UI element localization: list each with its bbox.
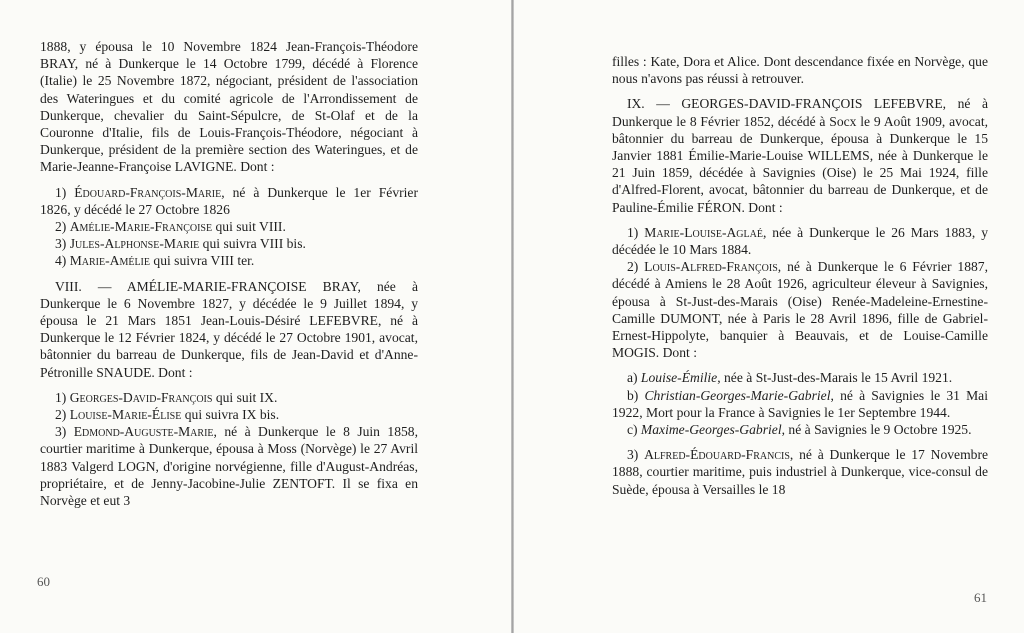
list-item: 3) Alfred-Édouard-Francis, né à Dunkerque le 17 Novembre 1888, courtier maritime, puis industriel à Dunkerque, vice-consul de Suède, épousa à Versailles le 18 xyxy=(612,447,988,497)
paragraph-bray-marriage: 1888, y épousa le 10 Novembre 1824 Jean-François-Théodore BRAY, né à Dunkerque le 14 Octobre 1799, décédé à Florence (Italie) le 25 Novembre 1872, négociant, président de l'association des Wateringues et du comité agricole de l'Arrondissement de Dunkerque, chevalier du Saint-Sépulcre, de St-Olaf et de la Couronne d'Italie, fils de Louis-François-Théodore, négociant à Dunkerque, président de la première section des Wateringues, et de Marie-Jeanne-Françoise LAVIGNE. Dont : xyxy=(40,39,418,175)
list-item: 1) Georges-David-François qui suit IX. xyxy=(54,389,278,405)
paragraph-continuation: filles : Kate, Dora et Alice. Dont descendance fixée en Norvège, que nous n'avons pas réussi à retrouver. xyxy=(612,54,988,87)
page-number-right: 61 xyxy=(974,590,987,605)
page-number-left: 60 xyxy=(37,574,50,589)
list-item: 2) Amélie-Marie-Françoise qui suit VIII. xyxy=(54,219,286,235)
list-item: 2) Louis-Alfred-François, né à Dunkerque le 6 Février 1887, décédé à Amiens le 28 Août 1926, agriculteur éleveur à Savignies, épousa à St-Just-des-Marais (Oise) Renée-Madeleine-Ernestine-Camille DUMONT, née à Paris le 28 Avril 1896, fille de Gabriel-Ernest-Hippolyte, banquier à Beauvais, et de Louise-Camille MOGIS. Dont : xyxy=(612,259,988,361)
list-item: 3) Edmond-Auguste-Marie, né à Dunkerque le 8 Juin 1858, courtier maritime à Dunkerque, épousa à Moss (Norvège) le 27 Avril 1883 Valgerd LOGN, d'origine norvégienne, fille d'August-Andréas, propriétaire, et de Jenny-Jacobine-Julie ZENTOFT. Il se fixa en Norvège et eut 3 xyxy=(40,424,418,509)
sub-list-item: a) Louise-Émilie, née à St-Just-des-Marais le 15 Avril 1921. xyxy=(626,370,953,386)
list-item: 4) Marie-Amélie qui suivra VIII ter. xyxy=(54,253,255,269)
list-item: 1) Marie-Louise-Aglaé, née à Dunkerque le 26 Mars 1883, y décédée le 10 Mars 1884. xyxy=(612,224,989,258)
section-ix-heading-paragraph: IX. — GEORGES-DAVID-FRANÇOIS LEFEBVRE, né à Dunkerque le 8 Février 1852, décédé à Socx le 9 Août 1909, avocat, bâtonnier du barreau de Dunkerque, épousa à Dunkerque le 15 Janvier 1881 Émilie-Marie-Louise WILLEMS, née à Dunkerque le 21 Juin 1859, décédée à Savignies (Oise) le 25 Mai 1924, fille d'Alfred-Florent, avocat, bâtonnier du barreau de Dunkerque, et de Pauline-Émilie FÉRON. Dont : xyxy=(612,96,988,215)
list-item: 2) Louise-Marie-Élise qui suivra IX bis. xyxy=(54,407,280,423)
sub-list-item: b) Christian-Georges-Marie-Gabriel, né à Savignies le 31 Mai 1922, Mort pour la France à Savignies le 1er Septembre 1944. xyxy=(612,387,988,420)
sub-list-item: c) Maxime-Georges-Gabriel, né à Savignies le 9 Octobre 1925. xyxy=(626,422,972,438)
right-page xyxy=(514,0,1024,633)
right-page-text xyxy=(612,53,988,498)
section-viii-heading-paragraph: VIII. — AMÉLIE-MARIE-FRANÇOISE BRAY, née à Dunkerque le 6 Novembre 1827, y décédée le 9 Juillet 1894, y épousa le 21 Mars 1851 Jean-Louis-Désiré LEFEBVRE, né à Dunkerque le 12 Février 1824, y décédé le 27 Octobre 1901, avocat, bâtonnier du barreau de Dunkerque, fils de Jean-David et d'Anne-Pétronille SNAUDE. Dont : xyxy=(40,278,418,380)
list-item: 1) Édouard-François-Marie, né à Dunkerque le 1er Février 1826, y décédé le 27 Octobre 1826 xyxy=(40,184,418,217)
list-item: 3) Jules-Alphonse-Marie qui suivra VIII bis. xyxy=(54,236,306,252)
left-page-text xyxy=(40,38,418,509)
